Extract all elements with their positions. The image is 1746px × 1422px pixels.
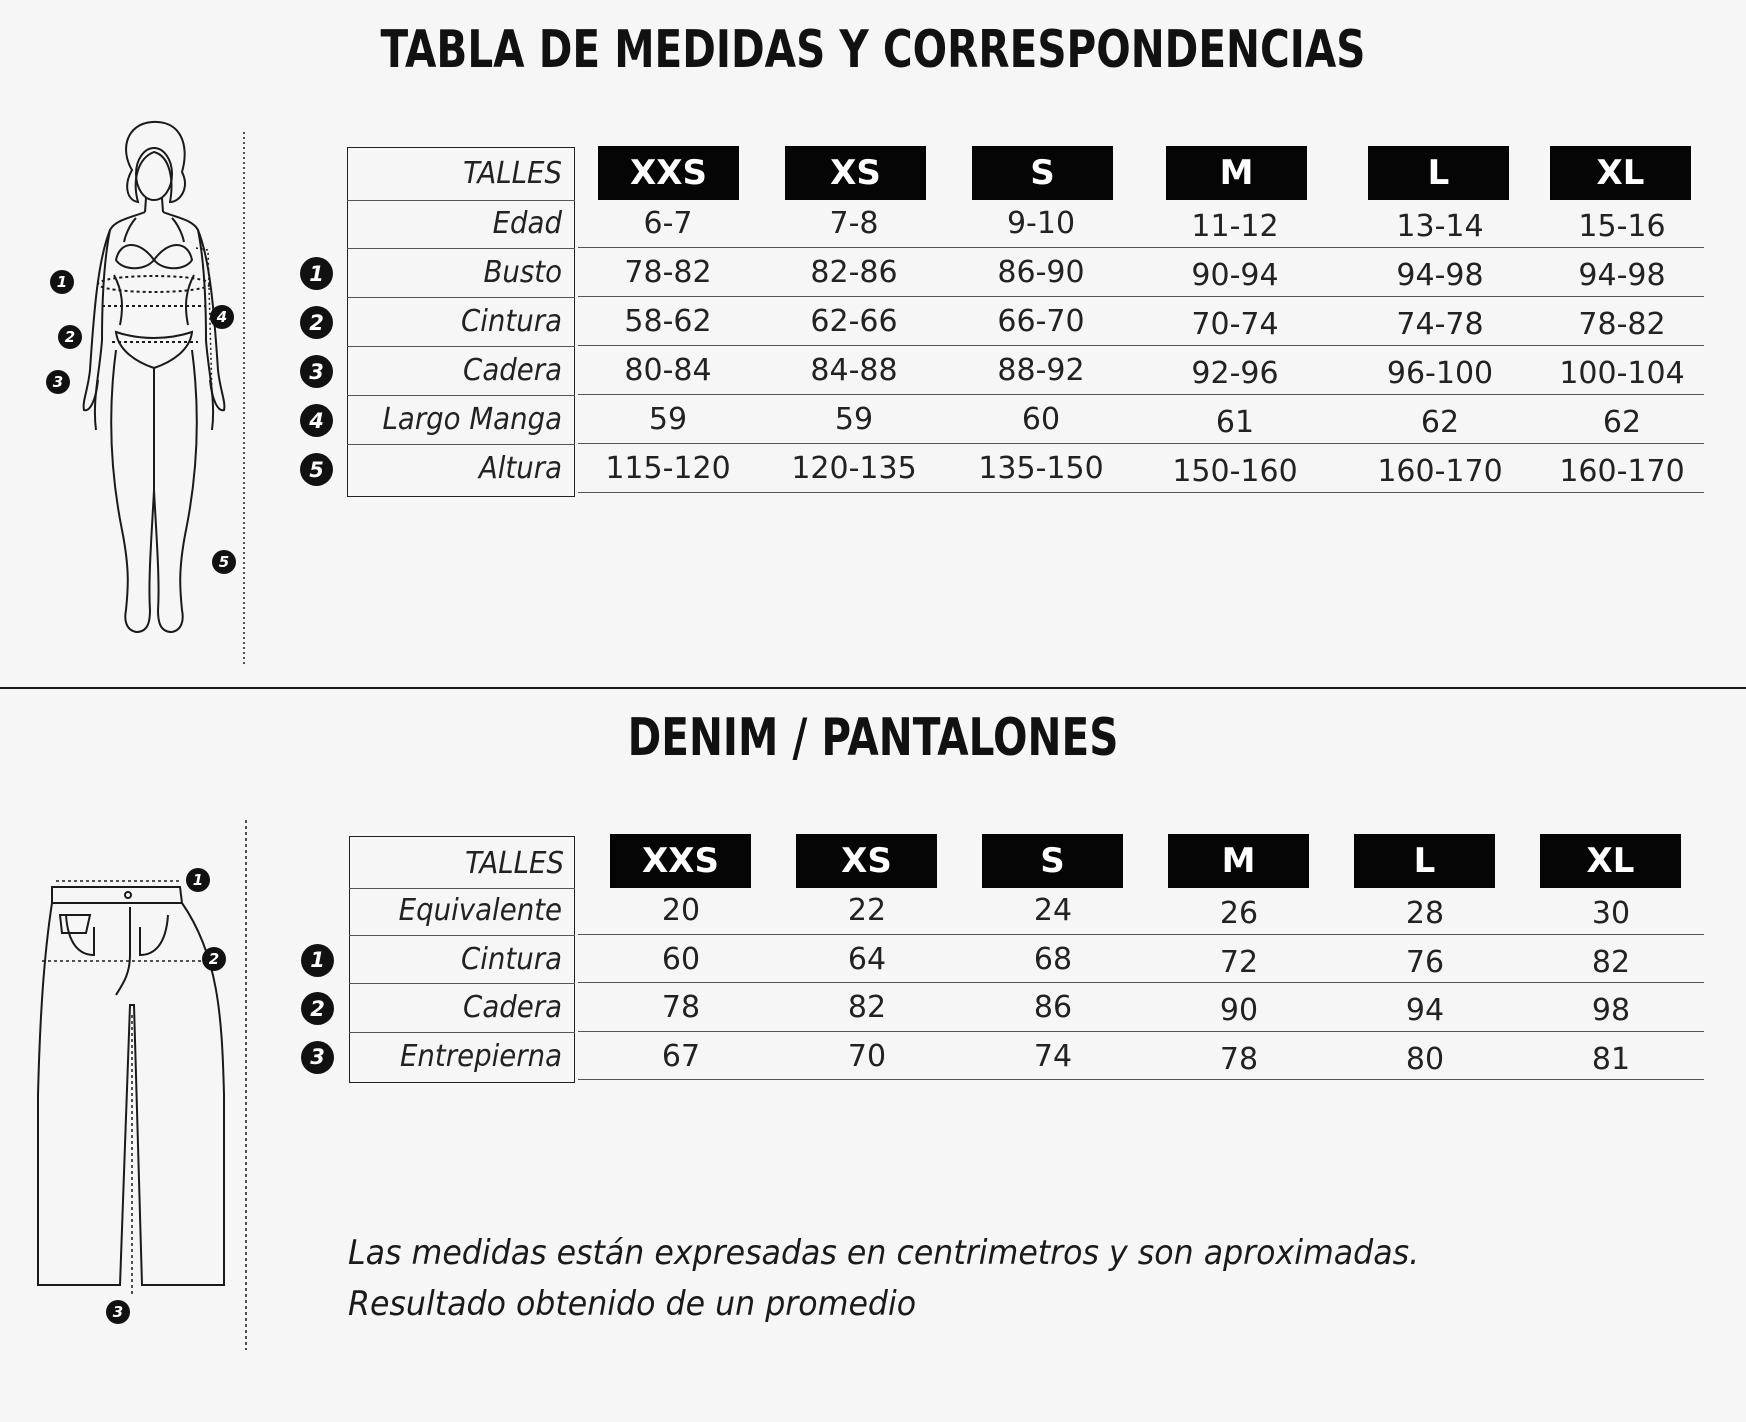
row-divider	[349, 935, 575, 936]
size-header-m: M	[1168, 834, 1309, 888]
row-label: Edad	[492, 206, 562, 241]
size-header-xxs: XXS	[610, 834, 751, 888]
row-underline	[578, 247, 1704, 248]
talles-label: TALLES	[463, 156, 562, 191]
value-cell: 86	[1033, 990, 1073, 1025]
note-line-2: Resultado obtenido de un promedio	[348, 1284, 917, 1324]
value-cell: 70	[847, 1038, 887, 1074]
size-header-m: M	[1166, 146, 1307, 200]
value-cell: 160-170	[1377, 454, 1503, 489]
page-title: TABLA DE MEDIDAS Y CORRESPONDENCIAS	[380, 20, 1366, 80]
value-cell: 98	[1591, 993, 1631, 1028]
value-cell: 78-82	[1578, 307, 1666, 342]
size-header-xs: XS	[796, 834, 937, 888]
pants-figure-icon	[30, 815, 260, 1355]
value-cell: 78	[1219, 1041, 1259, 1077]
value-cell: 135-150	[978, 451, 1104, 486]
value-cell: 86-90	[997, 255, 1085, 290]
value-cell: 9-10	[1006, 206, 1076, 241]
size-header-xl: XL	[1550, 146, 1691, 200]
value-cell: 62-66	[810, 304, 898, 339]
value-cell: 72	[1219, 944, 1259, 980]
size-header-xl: XL	[1540, 834, 1681, 888]
row-underline	[578, 934, 1704, 935]
value-cell: 22	[847, 893, 887, 928]
value-cell: 82-86	[810, 255, 898, 290]
value-cell: 6-7	[643, 206, 693, 241]
talles-label: TALLES	[465, 846, 564, 881]
row-badge: 2	[300, 306, 333, 339]
value-cell: 62	[1602, 405, 1642, 440]
size-header-xs: XS	[785, 146, 926, 200]
value-cell: 62	[1420, 405, 1460, 440]
row-divider	[349, 1032, 575, 1033]
row-underline	[578, 1031, 1704, 1032]
row-label: Equivalente	[398, 893, 562, 928]
value-cell: 96-100	[1386, 356, 1494, 391]
value-cell: 100-104	[1559, 356, 1685, 391]
value-cell: 61	[1215, 405, 1255, 440]
row-divider	[349, 983, 575, 984]
row-underline	[578, 296, 1704, 297]
size-header-l: L	[1354, 834, 1495, 888]
value-cell: 74-78	[1396, 307, 1484, 342]
row-label: Altura	[478, 451, 562, 486]
row-underline	[578, 394, 1704, 395]
row-divider	[347, 248, 575, 249]
value-cell: 150-160	[1172, 454, 1298, 489]
value-cell: 66-70	[997, 304, 1085, 339]
size-header-xxs: XXS	[598, 146, 739, 200]
value-cell: 60	[661, 941, 701, 977]
figure-badge-2: 2	[58, 325, 82, 349]
value-cell: 94-98	[1396, 258, 1484, 293]
value-cell: 81	[1591, 1041, 1631, 1077]
value-cell: 82	[847, 990, 887, 1025]
row-badge: 1	[301, 944, 334, 977]
value-cell: 90	[1219, 993, 1259, 1028]
pants-badge-1: 1	[186, 868, 210, 892]
note-line-1: Las medidas están expresadas en centrimetros y son aproximadas.	[348, 1233, 1420, 1273]
value-cell: 74	[1033, 1038, 1073, 1074]
value-cell: 76	[1405, 944, 1445, 980]
figure-badge-1: 1	[50, 270, 74, 294]
value-cell: 120-135	[791, 451, 917, 486]
row-label: Entrepierna	[399, 1038, 562, 1074]
row-divider	[347, 395, 575, 396]
value-cell: 94-98	[1578, 258, 1666, 293]
value-cell: 67	[661, 1038, 701, 1074]
value-cell: 82	[1591, 944, 1631, 980]
figure-badge-3: 3	[46, 370, 70, 394]
row-badge: 4	[300, 404, 333, 437]
row-badge: 1	[300, 257, 333, 290]
value-cell: 90-94	[1191, 258, 1279, 293]
pants-badge-2: 2	[202, 947, 226, 971]
section-divider	[0, 687, 1746, 689]
row-label: Cintura	[460, 304, 562, 339]
size-header-l: L	[1368, 146, 1509, 200]
value-cell: 13-14	[1396, 209, 1484, 244]
value-cell: 68	[1033, 941, 1073, 977]
woman-body-figure-icon	[40, 110, 270, 680]
row-badge: 2	[301, 992, 334, 1025]
value-cell: 78-82	[624, 255, 712, 290]
row-badge: 3	[301, 1041, 334, 1074]
value-cell: 28	[1405, 896, 1445, 931]
row-label: Cadera	[463, 353, 562, 388]
value-cell: 84-88	[810, 353, 898, 388]
row-underline	[578, 1079, 1704, 1080]
row-divider	[347, 200, 575, 201]
value-cell: 11-12	[1191, 209, 1279, 244]
row-divider	[347, 346, 575, 347]
value-cell: 115-120	[605, 451, 731, 486]
row-badge: 5	[300, 453, 333, 486]
value-cell: 80	[1405, 1041, 1445, 1077]
value-cell: 64	[847, 941, 887, 977]
section-title-denim: DENIM / PANTALONES	[627, 708, 1119, 768]
pants-badge-3: 3	[106, 1300, 130, 1324]
value-cell: 160-170	[1559, 454, 1685, 489]
row-label: Cintura	[460, 941, 562, 977]
value-cell: 24	[1033, 893, 1073, 928]
row-underline	[578, 982, 1704, 983]
value-cell: 15-16	[1578, 209, 1666, 244]
row-divider	[349, 888, 575, 889]
row-label: Cadera	[463, 990, 562, 1025]
size-header-s: S	[972, 146, 1113, 200]
row-badge: 3	[300, 355, 333, 388]
value-cell: 20	[661, 893, 701, 928]
value-cell: 59	[834, 402, 874, 437]
value-cell: 88-92	[997, 353, 1085, 388]
value-cell: 30	[1591, 896, 1631, 931]
row-divider	[347, 297, 575, 298]
row-label: Largo Manga	[382, 402, 562, 437]
row-divider	[347, 444, 575, 445]
value-cell: 60	[1021, 402, 1061, 437]
row-underline	[578, 443, 1704, 444]
value-cell: 92-96	[1191, 356, 1279, 391]
value-cell: 26	[1219, 896, 1259, 931]
figure-badge-5: 5	[212, 550, 236, 574]
value-cell: 58-62	[624, 304, 712, 339]
size-header-s: S	[982, 834, 1123, 888]
value-cell: 94	[1405, 993, 1445, 1028]
value-cell: 78	[661, 990, 701, 1025]
figure-badge-4: 4	[210, 305, 234, 329]
row-underline	[578, 345, 1704, 346]
value-cell: 7-8	[829, 206, 879, 241]
value-cell: 70-74	[1191, 307, 1279, 342]
value-cell: 59	[648, 402, 688, 437]
value-cell: 80-84	[624, 353, 712, 388]
row-underline	[578, 492, 1704, 493]
row-label: Busto	[483, 255, 562, 290]
